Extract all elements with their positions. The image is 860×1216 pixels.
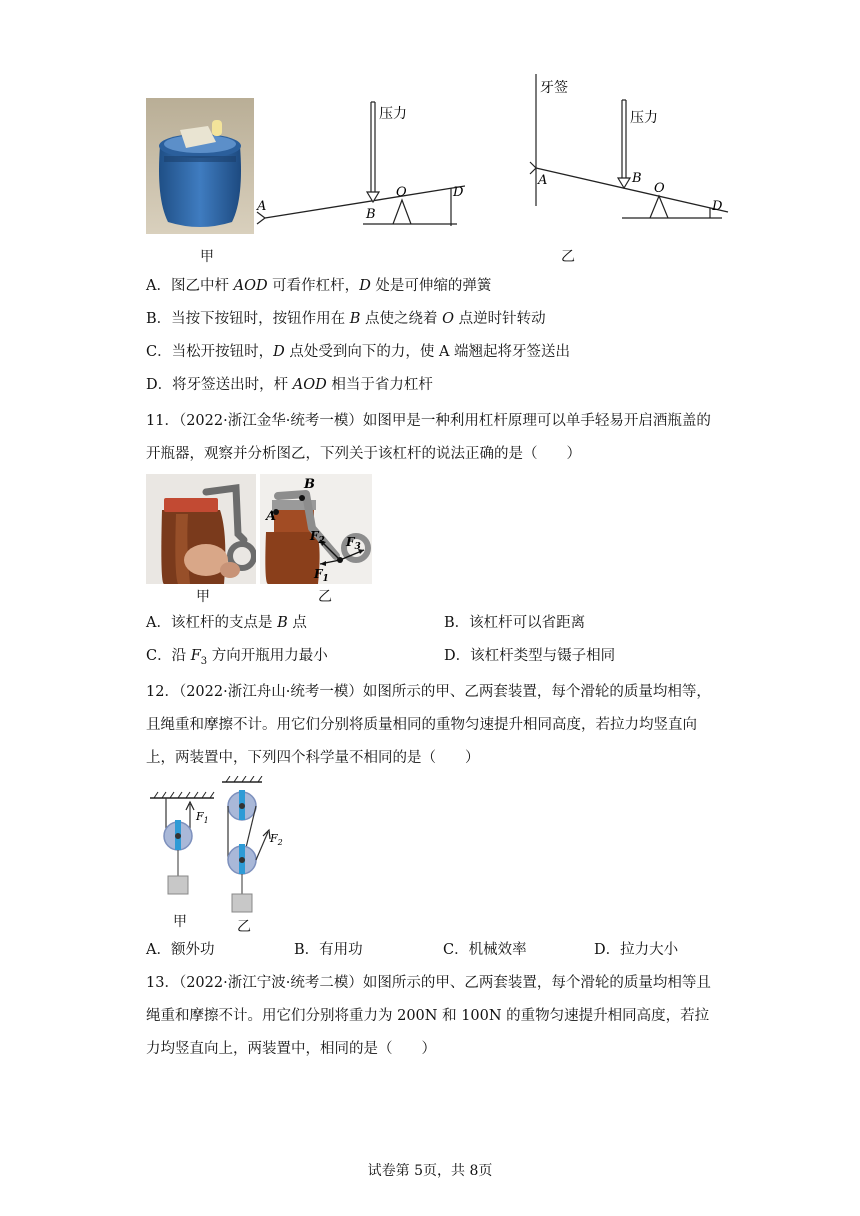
q10-option-a: A．图乙中杆 AOD 可看作杠杆，D 处是可伸缩的弹簧: [146, 278, 492, 294]
q12-option-b: B．有用功: [294, 942, 363, 958]
fig11-point-b: B: [304, 477, 315, 492]
toothpick-label: 牙签: [540, 80, 568, 96]
force-label-left: 压力: [379, 106, 407, 122]
point-b-right: B: [632, 171, 642, 186]
q13-stem-line3: 力均竖直向上，两装置中，相同的是（ ）: [146, 1041, 436, 1057]
fig11-f3-label: $F_3$: [346, 535, 361, 552]
q11-stem-line2: 开瓶器，观察并分析图乙，下列关于该杠杆的说法正确的是（ ）: [146, 446, 581, 462]
lever-diagram-left: [255, 100, 465, 230]
fig11-caption-right: 乙: [318, 589, 332, 605]
point-o-right: O: [654, 181, 665, 196]
pulley-diagram: [146, 776, 296, 936]
q10-option-d: D．将牙签送出时，杆 AOD 相当于省力杠杆: [146, 377, 433, 393]
bottle-opener-photo: [146, 474, 256, 584]
f2-label: $F_2$: [270, 832, 283, 847]
q12-option-d: D．拉力大小: [594, 942, 679, 958]
fig11-f2-label: $F_2$: [310, 529, 325, 546]
q11-option-d: D．该杠杆类型与镊子相同: [444, 648, 616, 664]
point-a-right: A: [538, 173, 548, 188]
q12-stem-line1: 12．（2022·浙江舟山·统考一模）如图所示的甲、乙两套装置，每个滑轮的质量均相等，: [146, 684, 711, 700]
q11-option-a: A．该杠杆的支点是 B 点: [146, 615, 307, 631]
point-o-left: O: [396, 185, 407, 200]
q10-option-b: B．当按下按钮时，按钮作用在 B 点使之绕着 O 点逆时针转动: [146, 311, 546, 327]
fig12-caption-left: 甲: [173, 914, 187, 930]
q12-stem-line3: 上，两装置中，下列四个科学量不相同的是（ ）: [146, 750, 480, 766]
point-d-left: D: [453, 185, 464, 200]
fig11-point-a: A: [266, 509, 277, 524]
point-d-right: D: [712, 199, 723, 214]
lever-diagram-right: [524, 72, 730, 224]
q10-option-c: C．当松开按钮时，D 点处受到向下的力，使 A 端翘起将牙签送出: [146, 344, 571, 360]
page-footer: 试卷第 5页，共 8页: [367, 1163, 493, 1179]
q11-stem-line1: 11．（2022·浙江金华·统考一模）如图甲是一种利用杠杆原理可以单手轻易开启酒瓶盖的: [146, 413, 711, 429]
q12-option-a: A．额外功: [146, 942, 215, 958]
fig11-caption-left: 甲: [196, 589, 210, 605]
point-a-left: A: [257, 199, 267, 214]
f1-label: $F_1$: [196, 810, 209, 825]
q12-stem-line2: 且绳重和摩擦不计。用它们分别将质量相同的重物匀速提升相同高度，若拉力均竖直向: [146, 717, 697, 733]
toothpick-box-photo: [146, 98, 254, 234]
q13-stem-line1: 13．（2022·浙江宁波·统考二模）如图所示的甲、乙两套装置，每个滑轮的质量均相等且: [146, 975, 711, 991]
bottle-opener-diagram: [260, 474, 372, 584]
force-label-right: 压力: [630, 110, 658, 126]
fig12-caption-right: 乙: [237, 919, 251, 935]
q13-stem-line2: 绳重和摩擦不计。用它们分别将重力为 200N 和 100N 的重物匀速提升相同高度，若拉: [146, 1008, 710, 1024]
fig10-caption-left: 甲: [200, 249, 214, 265]
q11-option-c: C．沿 $F_3$ 方向开瓶用力最小: [146, 648, 328, 667]
q11-option-b: B．该杠杆可以省距离: [444, 615, 586, 631]
fig10-caption-right: 乙: [561, 249, 575, 265]
fig11-f1-label: $F_1$: [314, 567, 329, 584]
point-b-left: B: [366, 207, 376, 222]
q12-option-c: C．机械效率: [443, 942, 527, 958]
